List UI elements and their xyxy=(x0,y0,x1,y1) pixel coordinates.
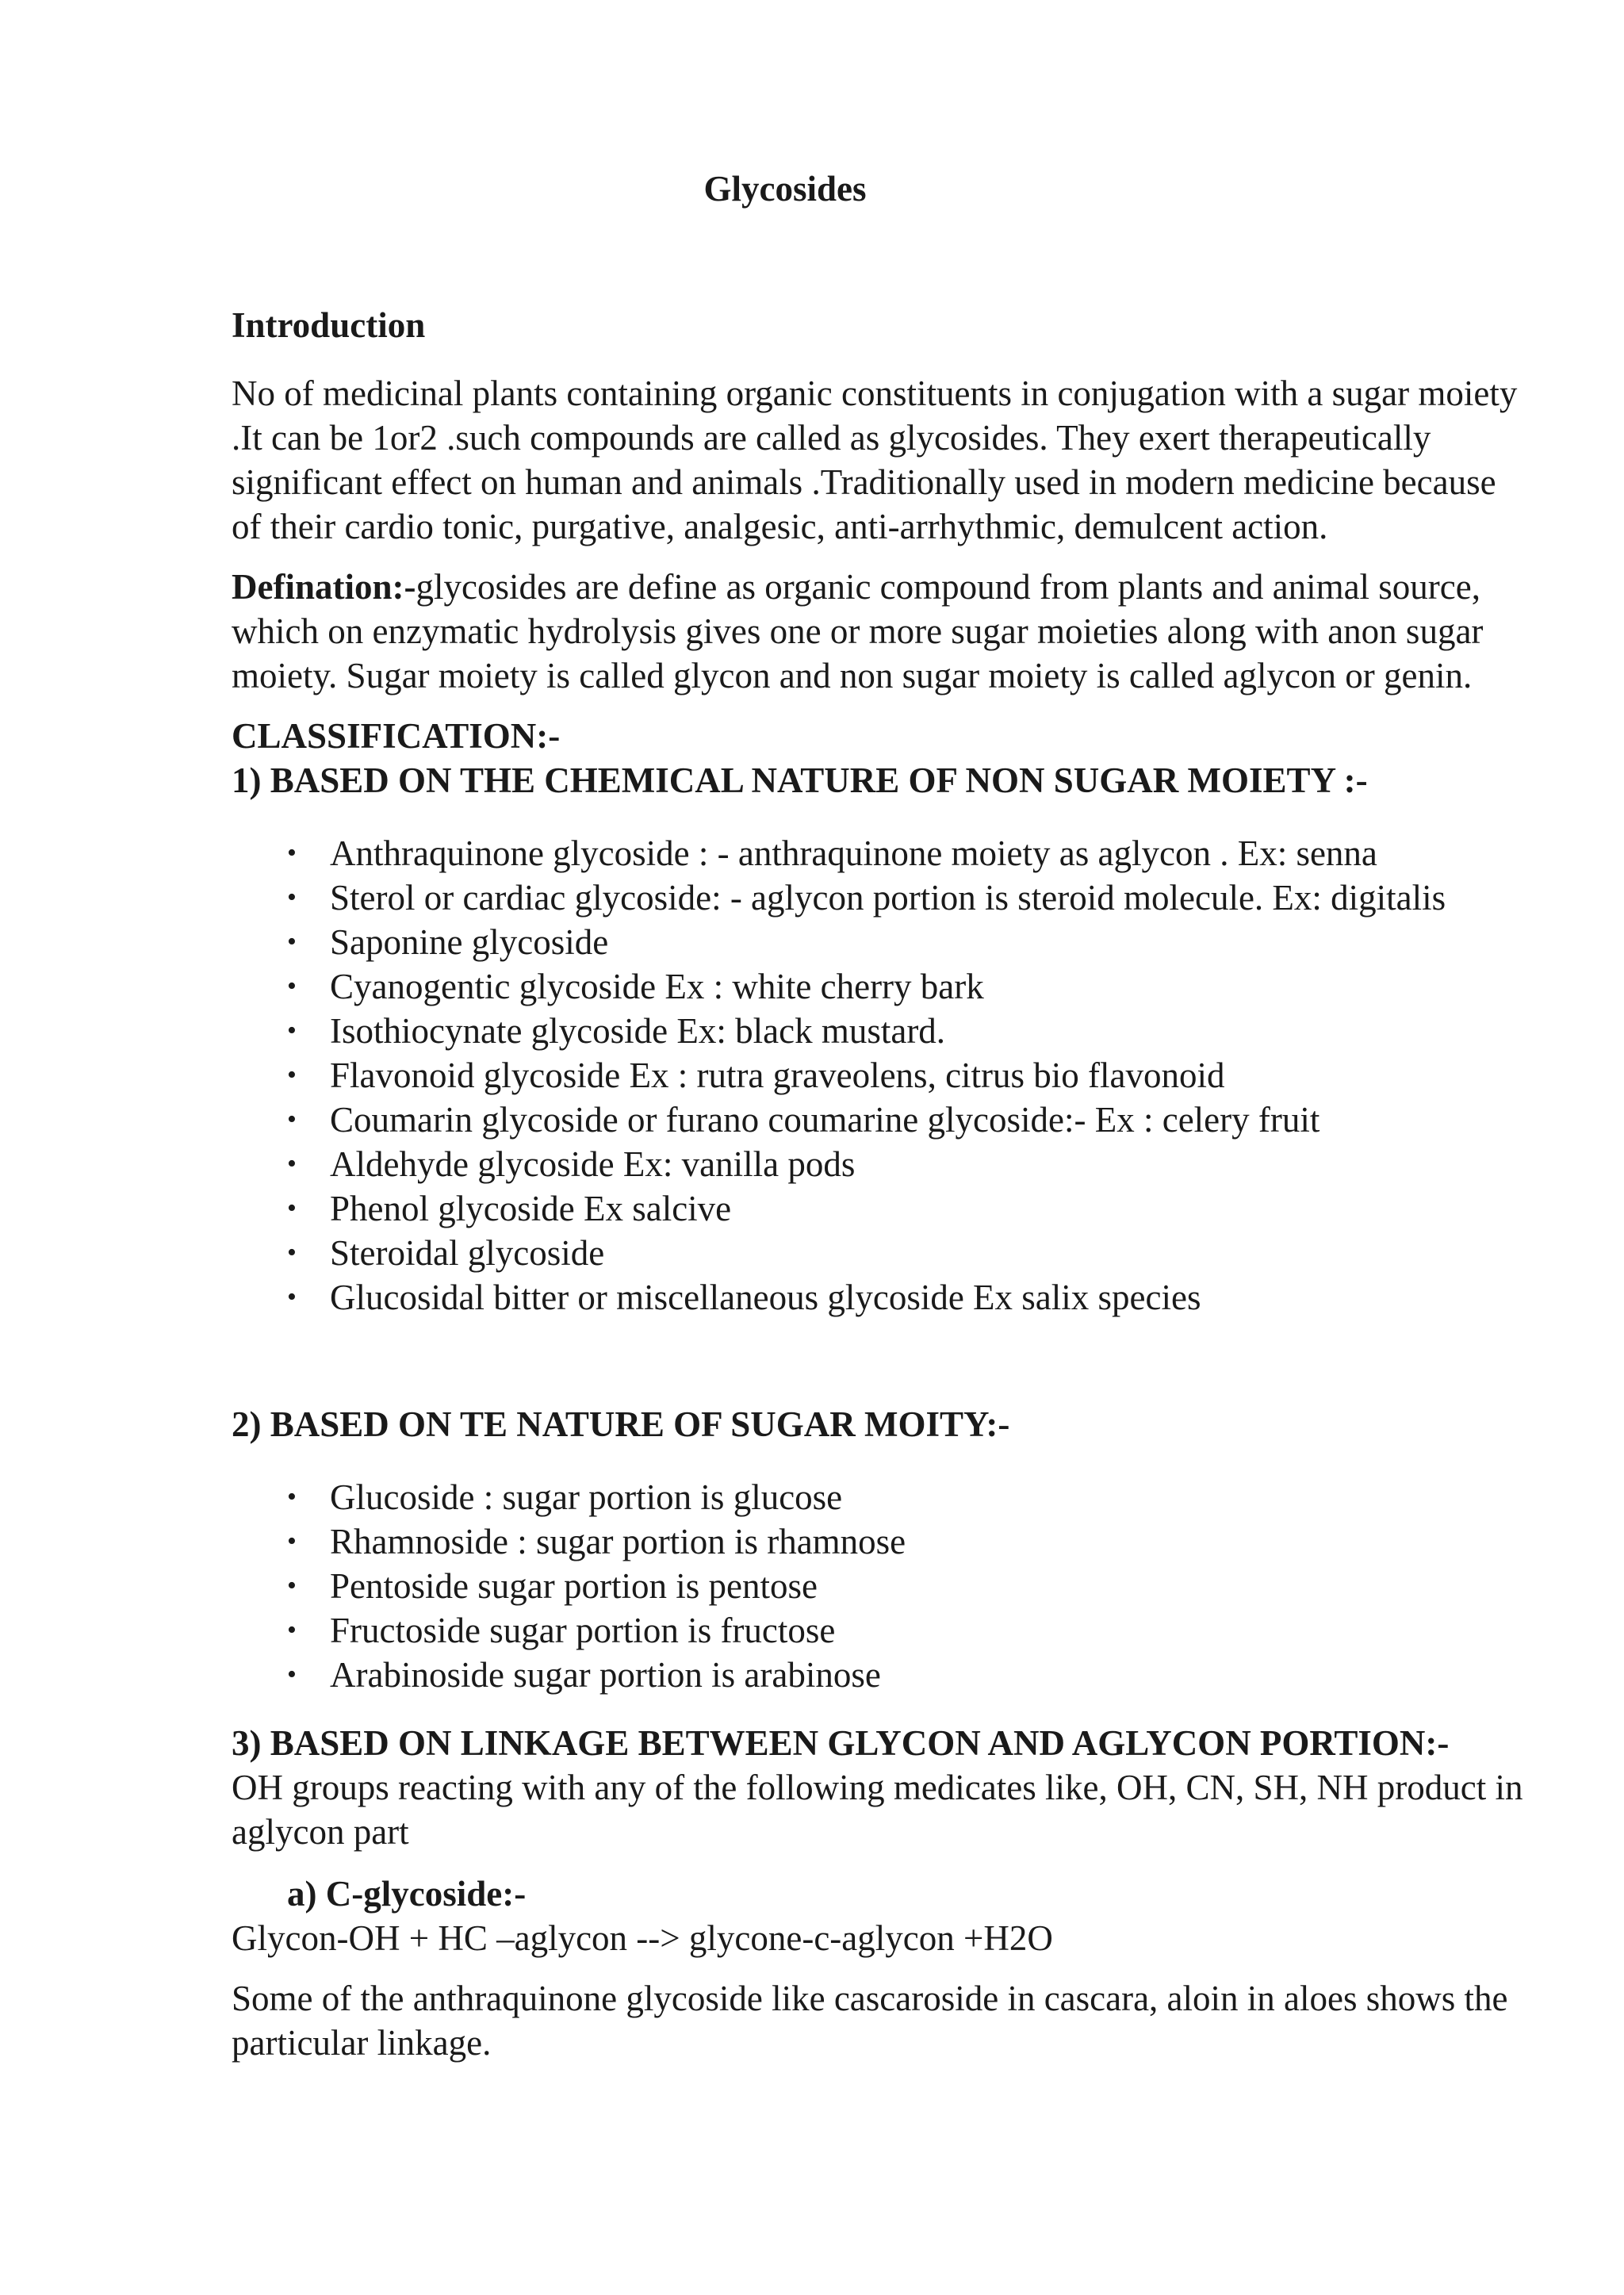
list-item: • Aldehyde glycoside Ex: vanilla pods xyxy=(232,1142,1532,1186)
list-item: • Fructoside sugar portion is fructose xyxy=(232,1608,1532,1653)
definition-paragraph xyxy=(232,565,1532,698)
list-item: • Arabinoside sugar portion is arabinose xyxy=(232,1653,1532,1697)
definition-label: Defination:- xyxy=(232,567,416,607)
section1-heading: 1) BASED ON THE CHEMICAL NATURE OF NON SUGAR MOIETY :- xyxy=(232,761,1368,800)
list-item: • Rhamnoside : sugar portion is rhamnose xyxy=(232,1519,1532,1564)
classification-heading: CLASSIFICATION:- xyxy=(232,716,561,756)
list-item: • Phenol glycoside Ex salcive xyxy=(232,1186,1532,1231)
list-item: • Flavonoid glycoside Ex : rutra graveolens, citrus bio flavonoid xyxy=(232,1053,1532,1098)
list-item: • Sterol or cardiac glycoside: - aglycon portion is steroid molecule. Ex: digitalis xyxy=(232,875,1532,920)
section2-list xyxy=(232,1475,1532,1697)
definition-text: glycosides are define as organic compound from plants and animal source, which on enzymatic hydrolysis gives one or more sugar moieties along with anon sugar moiety. Sugar moiety is called glycon and non sugar moiety is called aglycon or genin. xyxy=(232,567,1484,695)
list-item: • Saponine glycoside xyxy=(232,920,1532,964)
intro-heading: Introduction xyxy=(232,305,426,345)
page-title: Glycosides xyxy=(703,169,867,209)
spacer xyxy=(232,1320,1532,1402)
list-item: • Coumarin glycoside or furano coumarine glycoside:- Ex : celery fruit xyxy=(232,1098,1532,1142)
list-item: • Glucosidal bitter or miscellaneous glycoside Ex salix species xyxy=(232,1275,1532,1320)
list-item: • Pentoside sugar portion is pentose xyxy=(232,1564,1532,1608)
list-item: • Anthraquinone glycoside : - anthraquinone moiety as aglycon . Ex: senna xyxy=(232,831,1532,875)
c-glycoside-heading: a) C-glycoside:- xyxy=(287,1874,527,1914)
section3-heading: 3) BASED ON LINKAGE BETWEEN GLYCON AND AGLYCON PORTION:- xyxy=(232,1723,1450,1763)
section2-heading: 2) BASED ON TE NATURE OF SUGAR MOITY:- xyxy=(232,1404,1010,1444)
list-item: • Glucoside : sugar portion is glucose xyxy=(232,1475,1532,1519)
intro-paragraph: No of medicinal plants containing organic constituents in conjugation with a sugar moiety .It can be 1or2 .such compounds are called as glycosides. They exert therapeutically significant effect on human and animals .Traditionally used in modern medicine because of their cardio tonic, purgative, analgesic, anti-arrhythmic, demulcent action. xyxy=(232,374,1518,546)
list-item: • Cyanogentic glycoside Ex : white cherry bark xyxy=(232,964,1532,1009)
c-glycoside-text: Some of the anthraquinone glycoside like cascaroside in cascara, aloin in aloes shows the particular linkage. xyxy=(232,1979,1508,2063)
document-page xyxy=(232,167,1532,2081)
list-item: • Isothiocynate glycoside Ex: black mustard. xyxy=(232,1009,1532,1053)
section1-list xyxy=(232,831,1532,1320)
c-glycoside-equation: Glycon-OH + HC –aglycon --> glycone-c-aglycon +H2O xyxy=(232,1918,1053,1958)
list-item: • Steroidal glycoside xyxy=(232,1231,1532,1275)
section3-text: OH groups reacting with any of the following medicates like, OH, CN, SH, NH product in aglycon part xyxy=(232,1768,1523,1852)
